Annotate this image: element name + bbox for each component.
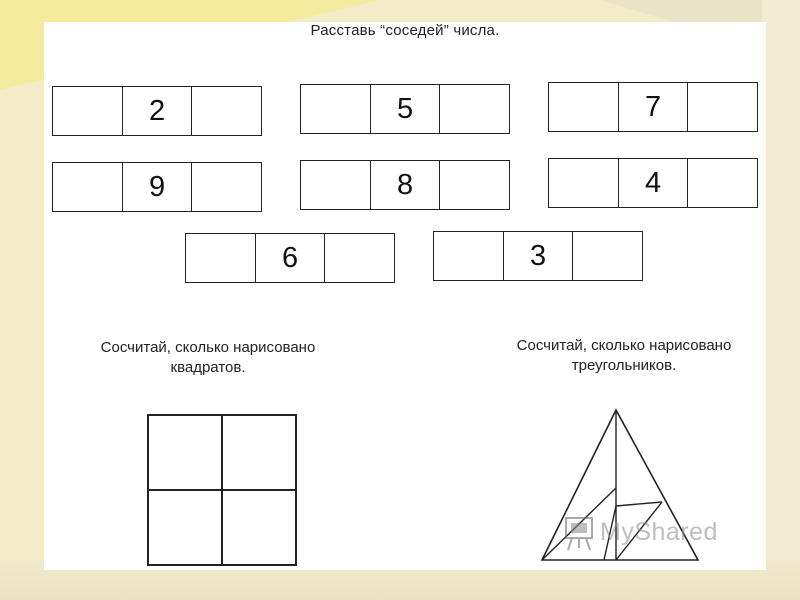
number-neighbors-box <box>185 233 395 283</box>
number-neighbors-box <box>548 158 758 208</box>
square-cell <box>222 415 296 490</box>
number-cell: 2 <box>122 87 192 135</box>
neighbor-cell-left[interactable] <box>53 163 122 211</box>
myshared-logo-icon <box>562 512 598 552</box>
neighbor-cell-left[interactable] <box>549 83 618 131</box>
neighbor-cell-right[interactable] <box>439 161 509 209</box>
number-cell: 4 <box>618 159 688 207</box>
squares-figure <box>147 414 297 566</box>
neighbor-cell-right[interactable] <box>191 87 261 135</box>
neighbor-cell-left[interactable] <box>186 234 255 282</box>
number-cell: 9 <box>122 163 192 211</box>
triangles-task-label: Сосчитай, сколько нарисовано треугольников. <box>516 337 732 374</box>
number-cell: 7 <box>618 83 688 131</box>
square-cell <box>148 490 222 565</box>
number-cell: 8 <box>370 161 440 209</box>
neighbor-cell-left[interactable] <box>549 159 618 207</box>
number-cell: 5 <box>370 85 440 133</box>
number-neighbors-box <box>548 82 758 132</box>
neighbor-cell-left[interactable] <box>434 232 503 280</box>
number-cell: 3 <box>503 232 573 280</box>
neighbor-cell-right[interactable] <box>687 159 757 207</box>
neighbor-cell-right[interactable] <box>439 85 509 133</box>
worksheet <box>44 22 766 570</box>
number-neighbors-box <box>300 160 510 210</box>
triangle-inner-line <box>616 502 662 506</box>
neighbor-cell-right[interactable] <box>572 232 642 280</box>
number-cell: 6 <box>255 234 325 282</box>
square-cell <box>222 490 296 565</box>
neighbor-cell-left[interactable] <box>53 87 122 135</box>
number-neighbors-box <box>433 231 643 281</box>
neighbor-cell-right[interactable] <box>687 83 757 131</box>
watermark <box>562 512 718 552</box>
neighbor-cell-right[interactable] <box>324 234 394 282</box>
number-neighbors-box <box>52 86 262 136</box>
worksheet-title: Расставь “соседей” числа. <box>310 22 500 39</box>
number-neighbors-box <box>300 84 510 134</box>
background-decoration-right <box>762 0 800 600</box>
squares-task-label: Сосчитай, сколько нарисовано квадратов. <box>100 339 316 376</box>
neighbor-cell-left[interactable] <box>301 161 370 209</box>
square-cell <box>148 415 222 490</box>
neighbor-cell-right[interactable] <box>191 163 261 211</box>
watermark-text: MyShared <box>600 517 718 546</box>
neighbor-cell-left[interactable] <box>301 85 370 133</box>
number-neighbors-box <box>52 162 262 212</box>
